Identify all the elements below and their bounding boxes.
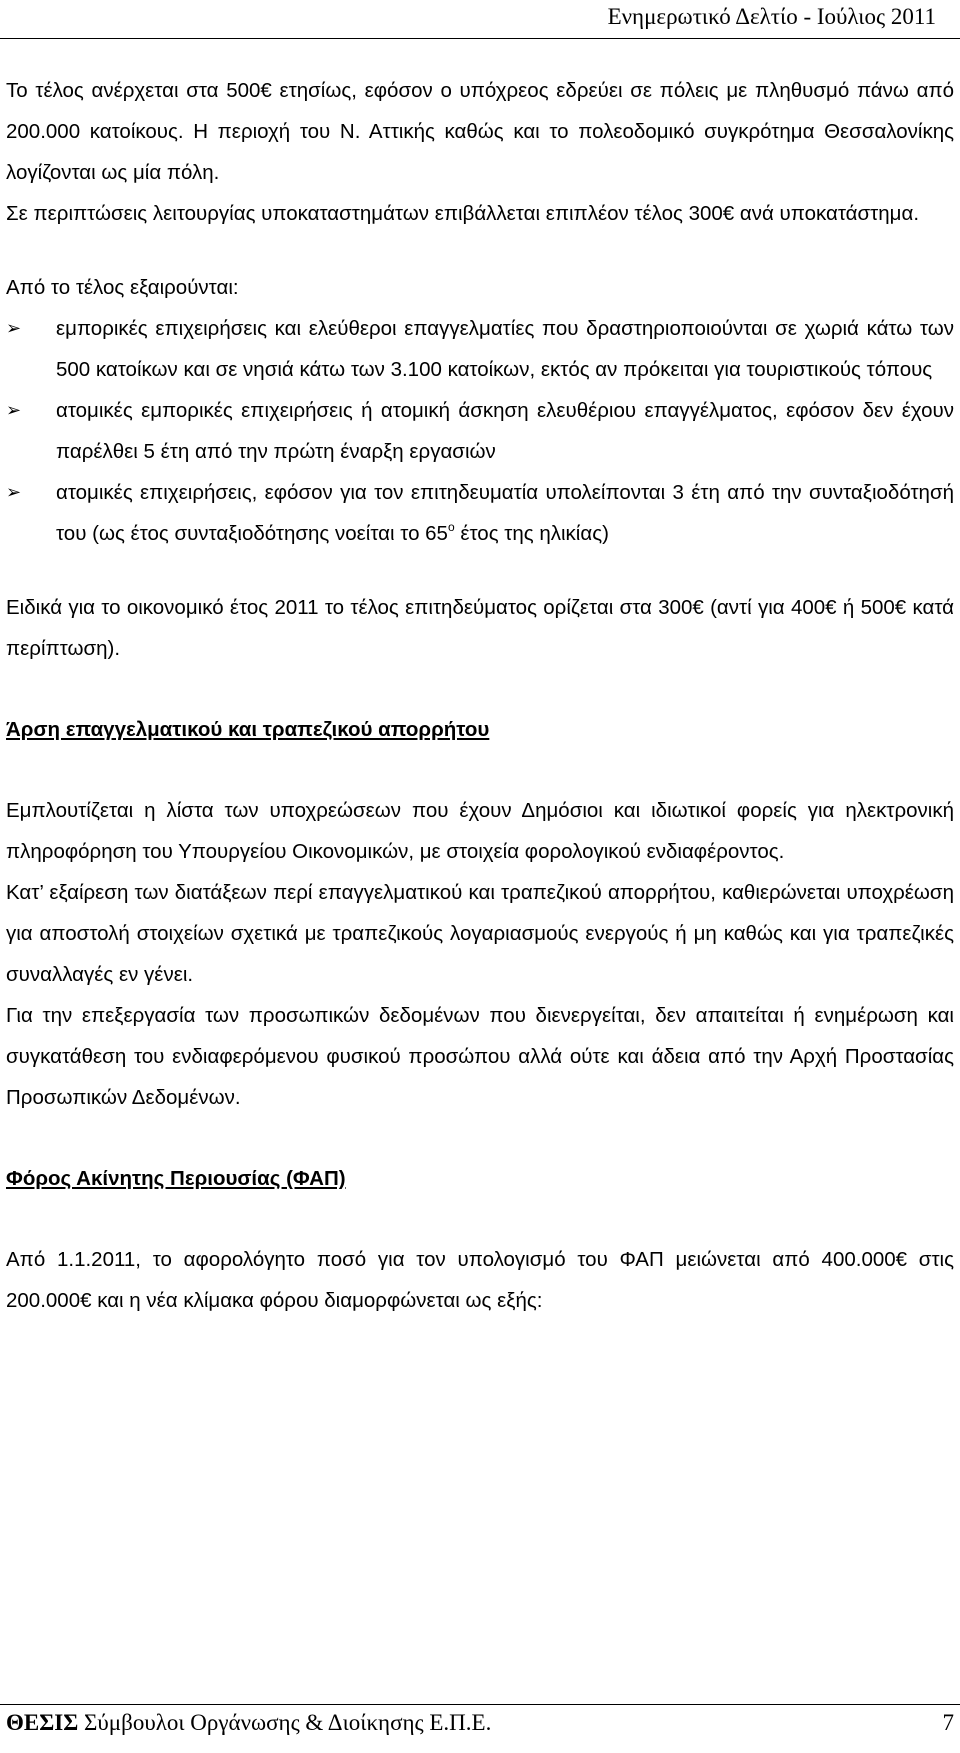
list-item <box>6 472 954 554</box>
footer <box>6 1710 954 1736</box>
paragraph-obligations: Εμπλουτίζεται η λίστα των υποχρεώσεων που έχουν Δημόσιοι και ιδιωτικοί φορείς για ηλεκτρονική πληροφόρηση του Υπουργείου Οικονομικών, με στοιχεία φορολογικού ενδιαφέροντος. <box>6 799 954 863</box>
document-body <box>6 70 954 1321</box>
page-number: 7 <box>942 1710 954 1735</box>
paragraph-fee-amount: Το τέλος ανέρχεται στα 500€ ετησίως, εφόσον ο υπόχρεος εδρεύει σε πόλεις με πληθυσμό πάνω από 200.000 κατοίκους. Η περιοχή του Ν. Αττικής καθώς και το πολεοδομικό συγκρότημα Θεσσαλονίκης λογίζονται ως μία πόλη. <box>6 79 954 184</box>
bullet-text: ατομικές επιχειρήσεις, εφόσον για τον επιτηδευματία υπολείπονται 3 έτη από την συνταξιοδότησή του (ως έτος συνταξιοδότησης νοείται το 65 <box>56 481 954 545</box>
footer-organization <box>6 1710 491 1736</box>
bullet-text-end: έτος της ηλικίας) <box>454 522 609 545</box>
org-full-name: Σύμβουλοι Οργάνωσης & Διοίκησης Ε.Π.Ε. <box>78 1710 492 1735</box>
bullet-text: ατομικές εμπορικές επιχειρήσεις ή ατομική άσκηση ελευθέριου επαγγέλματος, εφόσον δεν έχουν παρέλθει 5 έτη από την πρώτη έναρξη εργασιών <box>56 399 954 463</box>
header-rule <box>0 38 960 39</box>
org-short-name: ΘΕΣΙΣ <box>6 1710 79 1735</box>
heading-secrecy: Άρση επαγγελματικού και τραπεζικού απορρήτου <box>6 718 490 741</box>
heading-fap: Φόρος Ακίνητης Περιουσίας (ΦΑΠ) <box>6 1167 346 1190</box>
superscript-ordinal: ο <box>447 520 455 534</box>
exemptions-list <box>6 308 954 554</box>
arrow-bullet-icon: ➢ <box>6 400 22 420</box>
footer-rule <box>0 1704 960 1705</box>
paragraph-fap: Από 1.1.2011, το αφορολόγητο ποσό για τον υπολογισμό του ΦΑΠ μειώνεται από 400.000€ στις 200.000€ και η νέα κλίμακα φόρου διαμορφώνεται ως εξής: <box>6 1248 954 1312</box>
header-title: Ενημερωτικό Δελτίο - Ιούλιος 2011 <box>607 4 936 29</box>
exemptions-intro: Από το τέλος εξαιρούνται: <box>6 276 239 299</box>
paragraph-2011-fee: Ειδικά για το οικονομικό έτος 2011 το τέλος επιτηδεύματος ορίζεται στα 300€ (αντί για 400€ ή 500€ κατά περίπτωση). <box>6 596 954 660</box>
list-item <box>6 308 954 390</box>
bullet-text: εμπορικές επιχειρήσεις και ελεύθεροι επαγγελματίες που δραστηριοποιούνται σε χωριά κάτω των 500 κατοίκων και σε νησιά κάτω των 3.100 κατοίκων, εκτός αν πρόκειται για τουριστικούς τόπους <box>56 317 954 381</box>
arrow-bullet-icon: ➢ <box>6 482 22 502</box>
list-item <box>6 390 954 472</box>
paragraph-bank-secrecy: Κατ’ εξαίρεση των διατάξεων περί επαγγελματικού και τραπεζικού απορρήτου, καθιερώνεται υποχρέωση για αποστολή στοιχείων σχετικά με τραπεζικούς λογαριασμούς ενεργούς ή μη καθώς και για τραπεζικές συναλλαγές εν γένει. <box>6 881 954 986</box>
paragraph-personal-data: Για την επεξεργασία των προσωπικών δεδομένων που διενεργείται, δεν απαιτείται ή ενημέρωση και συγκατάθεση του ενδιαφερόμενου φυσικού προσώπου αλλά ούτε και άδεια από την Αρχή Προστασίας Προσωπικών Δεδομένων. <box>6 1004 954 1109</box>
paragraph-branch-fee: Σε περιπτώσεις λειτουργίας υποκαταστημάτων επιβάλλεται επιπλέον τέλος 300€ ανά υποκατάστημα. <box>6 202 920 225</box>
arrow-bullet-icon: ➢ <box>6 318 22 338</box>
